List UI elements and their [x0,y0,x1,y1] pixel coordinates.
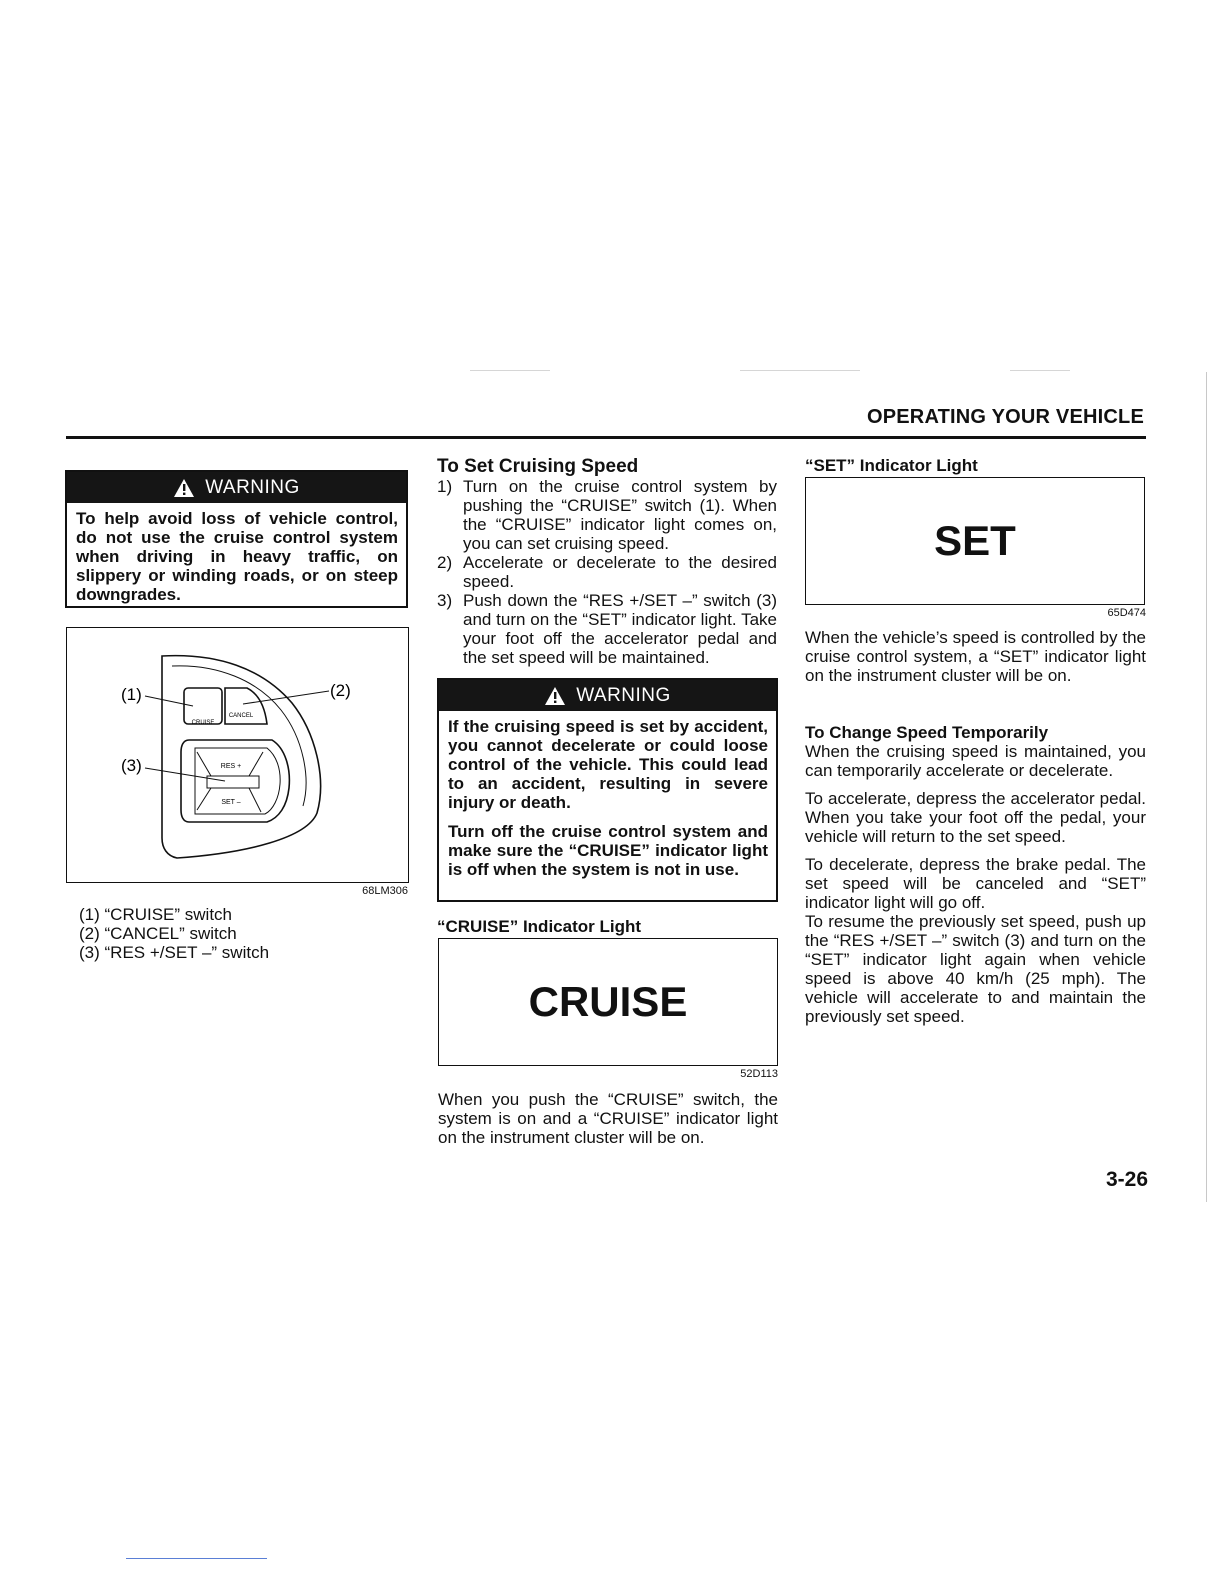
legend-item: (3) “RES +/SET –” switch [79,943,270,962]
figure-code: 65D474 [1107,607,1146,619]
res-button-label: RES + [220,763,242,770]
header-rule [66,436,1146,439]
warning-header [439,680,776,711]
figure-legend [79,905,269,962]
steering-switch-figure [66,627,409,883]
change-speed-text [805,742,1146,1035]
cancel-button-label: CANCEL [228,713,254,719]
set-button-label: SET – [221,799,241,806]
steering-wheel-switch-illustration [67,628,407,881]
body-paragraph: To resume the previously set speed, push up the “RES +/SET –” switch (3) and turn on the “SET” indicator light again when vehicle speed is above 40 km/h (25 mph). The vehicle will accelerate to and maintain the previously set speed. [805,912,1146,1026]
cruise-button-label: CRUISE [191,720,215,726]
set-indicator-caption: When the vehicle’s speed is controlled by the cruise control system, a “SET” indicator light on the instrument cluster will be on. [805,628,1146,685]
cruise-indicator-caption: When you push the “CRUISE” switch, the system is on and a “CRUISE” indicator light on the instrument cluster will be on. [438,1090,778,1147]
warning-box-middle [437,678,778,902]
legend-item: (2) “CANCEL” switch [79,924,237,943]
footer-link-line [126,1558,267,1559]
step-item [437,477,777,553]
body-paragraph: When the cruising speed is maintained, you can temporarily accelerate or decelerate. [805,742,1146,780]
warning-text: To help avoid loss of vehicle control, do not use the cruise control system when driving in heavy traffic, on slippery or winding roads, or on steep downgrades. [76,509,398,604]
scan-artifact-line [470,370,550,371]
cruise-indicator-title: “CRUISE” Indicator Light [437,917,641,936]
step-number: 3) [437,591,453,610]
warning-heading: WARNING [576,684,671,706]
set-indicator-text: SET [934,517,1016,564]
section-title: OPERATING YOUR VEHICLE [866,406,1144,428]
set-indicator-display [805,477,1145,605]
scan-artifact-line [740,370,860,371]
warning-paragraph: If the cruising speed is set by accident, you cannot decelerate or could loose control of the vehicle. This could lead to an accident, resulting in severe injury or death. [448,717,768,812]
page-number: 3-26 [1105,1168,1148,1191]
page-edge-line [1206,372,1207,1202]
cruise-indicator-display [438,938,778,1066]
set-cruising-speed-title: To Set Cruising Speed [437,456,639,477]
warning-heading: WARNING [205,476,300,498]
step-item [437,553,777,591]
warning-paragraph: Turn off the cruise control system and make sure the “CRUISE” indicator light is off when the system is not in use. [448,822,768,879]
warning-triangle-icon [544,686,566,706]
callout-2: (2) [330,681,351,700]
step-item [437,591,777,667]
figure-code: 52D113 [740,1068,778,1080]
callout-3: (3) [121,756,142,775]
step-number: 2) [437,553,453,572]
body-paragraph: To decelerate, depress the brake pedal. The set speed will be canceled and “SET” indicator light will go off. [805,855,1146,912]
change-speed-title: To Change Speed Temporarily [805,723,1049,742]
set-indicator-title: “SET” Indicator Light [805,456,978,475]
body-paragraph: To accelerate, depress the accelerator pedal. When you take your foot off the pedal, your vehicle will return to the set speed. [805,789,1146,846]
callout-1: (1) [121,685,142,704]
step-text: Turn on the cruise control system by pushing the “CRUISE” switch (1). When the “CRUISE” indicator light comes on, you can set cruising speed. [463,477,777,553]
step-text: Push down the “RES +/SET –” switch (3) and turn on the “SET” indicator light. Take your foot off the accelerator pedal and the set speed will be maintained. [463,591,777,667]
warning-triangle-icon [173,478,195,498]
warning-box-left [65,470,408,608]
warning-text [439,711,776,885]
step-number: 1) [437,477,453,496]
warning-header [67,472,406,503]
cruise-indicator-text: CRUISE [528,978,688,1025]
steps-list [437,477,777,667]
figure-code: 68LM306 [362,885,408,897]
scan-artifact-line [1010,370,1070,371]
legend-item: (1) “CRUISE” switch [79,905,233,924]
step-text: Accelerate or decelerate to the desired speed. [463,553,777,591]
